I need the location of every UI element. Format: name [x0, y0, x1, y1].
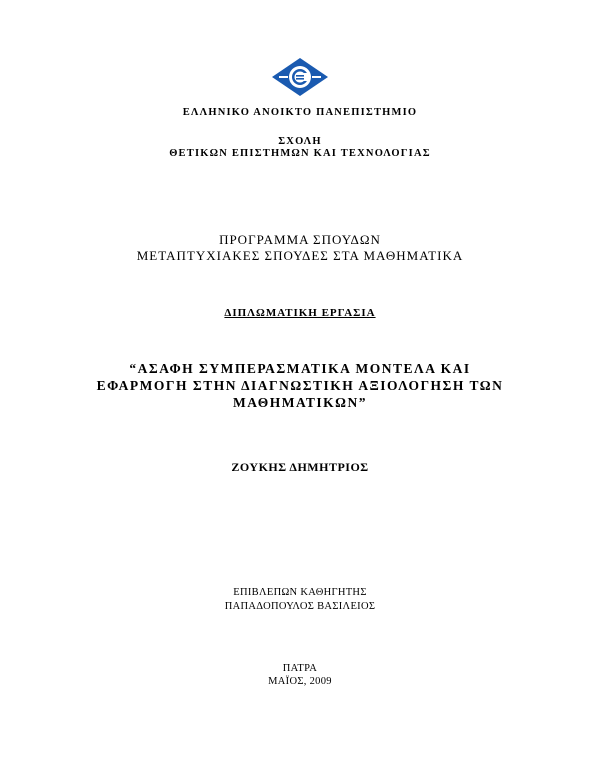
- school-label: ΣΧΟΛΗ: [278, 136, 322, 147]
- supervisor-name: ΠΑΠΑΔΟΠΟΥΛΟΣ ΒΑΣΙΛΕΙΟΣ: [224, 601, 376, 612]
- school-name: ΘΕΤΙΚΩΝ ΕΠΙΣΤΗΜΩΝ ΚΑΙ ΤΕΧΝΟΛΟΓΙΑΣ: [169, 148, 431, 159]
- city: ΠΑΤΡΑ: [282, 663, 318, 674]
- university-logo-icon: [271, 57, 329, 97]
- university-name: ΕΛΛΗΝΙΚΟ ΑΝΟΙΚΤΟ ΠΑΝΕΠΙΣΤΗΜΙΟ: [182, 107, 418, 118]
- program-subtitle: ΜΕΤΑΠΤΥΧΙΑΚΕΣ ΣΠΟΥΔΕΣ ΣΤΑ ΜΑΘΗΜΑΤΙΚΑ: [136, 248, 464, 263]
- thesis-title-line-3: ΜΑΘΗΜΑΤΙΚΩΝ”: [233, 395, 367, 410]
- author-name: ΖΟΥΚΗΣ ΔΗΜΗΤΡΙΟΣ: [231, 460, 369, 474]
- supervisor-label: ΕΠΙΒΛΕΠΩΝ ΚΑΘΗΓΗΤΗΣ: [233, 587, 367, 598]
- document-type: ΔΙΠΛΩΜΑΤΙΚΗ ΕΡΓΑΣΙΑ: [224, 307, 376, 319]
- program-title: ΠΡΟΓΡΑΜΜΑ ΣΠΟΥΔΩΝ: [219, 232, 381, 247]
- date: ΜΑΪΟΣ, 2009: [268, 676, 332, 687]
- thesis-title-line-1: “ΑΣΑΦΗ ΣΥΜΠΕΡΑΣΜΑΤΙΚΑ ΜΟΝΤΕΛΑ ΚΑΙ: [129, 361, 471, 376]
- thesis-title-line-2: ΕΦΑΡΜΟΓΗ ΣΤΗΝ ΔΙΑΓΝΩΣΤΙΚΗ ΑΞΙΟΛΟΓΗΣΗ ΤΩΝ: [96, 378, 504, 393]
